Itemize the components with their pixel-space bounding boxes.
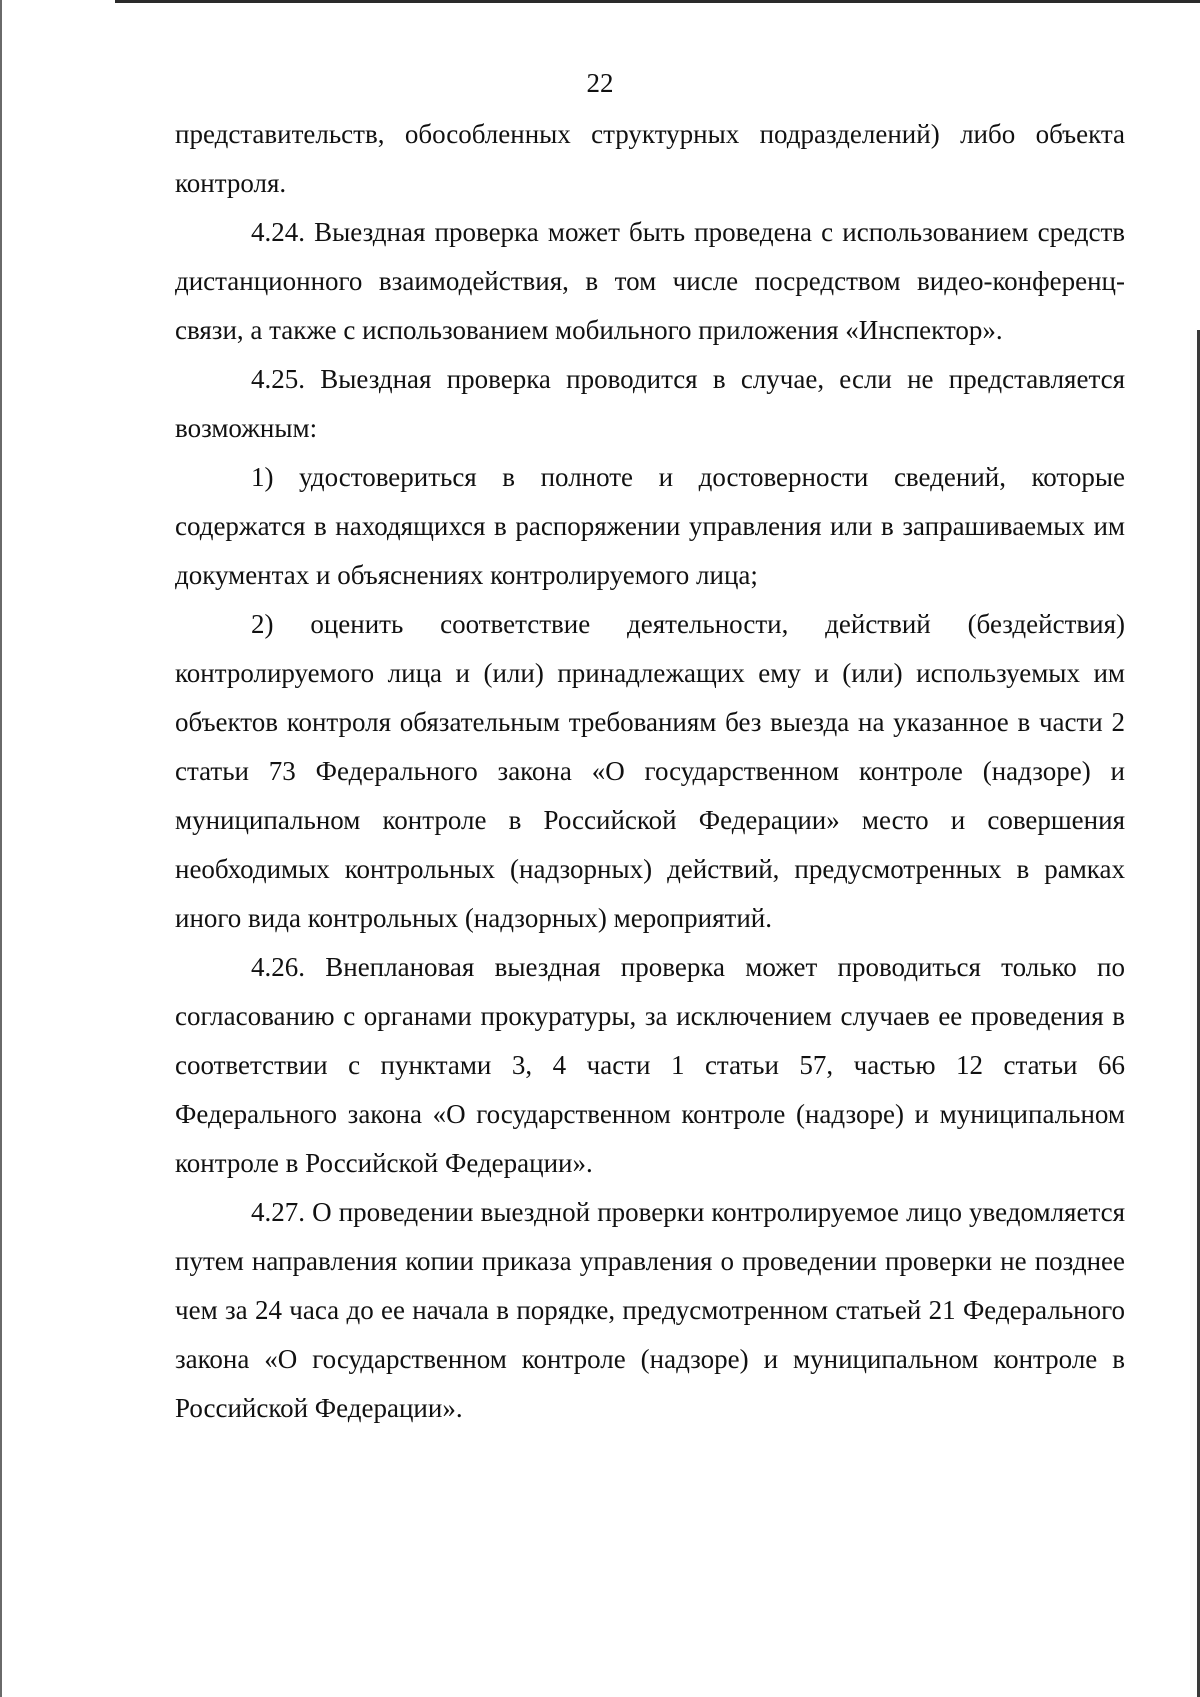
paragraph-4-26: 4.26. Внеплановая выездная проверка может проводиться только по согласованию с органами прокуратуры, за исключением случаев ее проведения в соответствии с пунктами 3, 4 части 1 статьи 57, частью 12 статьи 66 Федерального закона «О государственном контроле (надзоре) и муниципальном контроле в Российской Федерации». (175, 952, 1125, 1178)
paragraph-4-25-item-2: 2) оценить соответствие деятельности, действий (бездействия) контролируемого лица и (или) принадлежащих ему и (или) используемых им объектов контроля обязательным требованиям без выезда на указанное в части 2 статьи 73 Федерального закона «О государственном контроле (надзоре) и муниципальном контроле в Российской Федерации» место и совершения необходимых контрольных (надзорных) действий, предусмотренных в рамках иного вида контрольных (надзорных) мероприятий. (175, 609, 1125, 933)
scan-left-edge (0, 0, 2, 1697)
paragraph-4-27: 4.27. О проведении выездной проверки контролируемое лицо уведомляется путем направления копии приказа управления о проведении проверки не позднее чем за 24 часа до ее начала в порядке, предусмотренном статьей 21 Федерального закона «О государственном контроле (надзоре) и муниципальном контроле в Российской Федерации». (175, 1197, 1125, 1423)
scan-top-edge (115, 0, 1200, 3)
paragraph-4-25: 4.25. Выездная проверка проводится в случае, если не представляется возможным: (175, 364, 1125, 443)
document-body (175, 110, 1125, 1433)
paragraph-4-24: 4.24. Выездная проверка может быть проведена с использованием средств дистанционного взаимодействия, в том числе посредством видео-конференц-связи, а также с использованием мобильного приложения «Инспектор». (175, 217, 1125, 345)
paragraph-4-25-item-1: 1) удостовериться в полноте и достоверности сведений, которые содержатся в находящихся в распоряжении управления или в запрашиваемых им документах и объяснениях контролируемого лица; (175, 462, 1125, 590)
page-number: 22 (586, 68, 614, 98)
paragraph-continued: представительств, обособленных структурных подразделений) либо объекта контроля. (175, 119, 1125, 198)
